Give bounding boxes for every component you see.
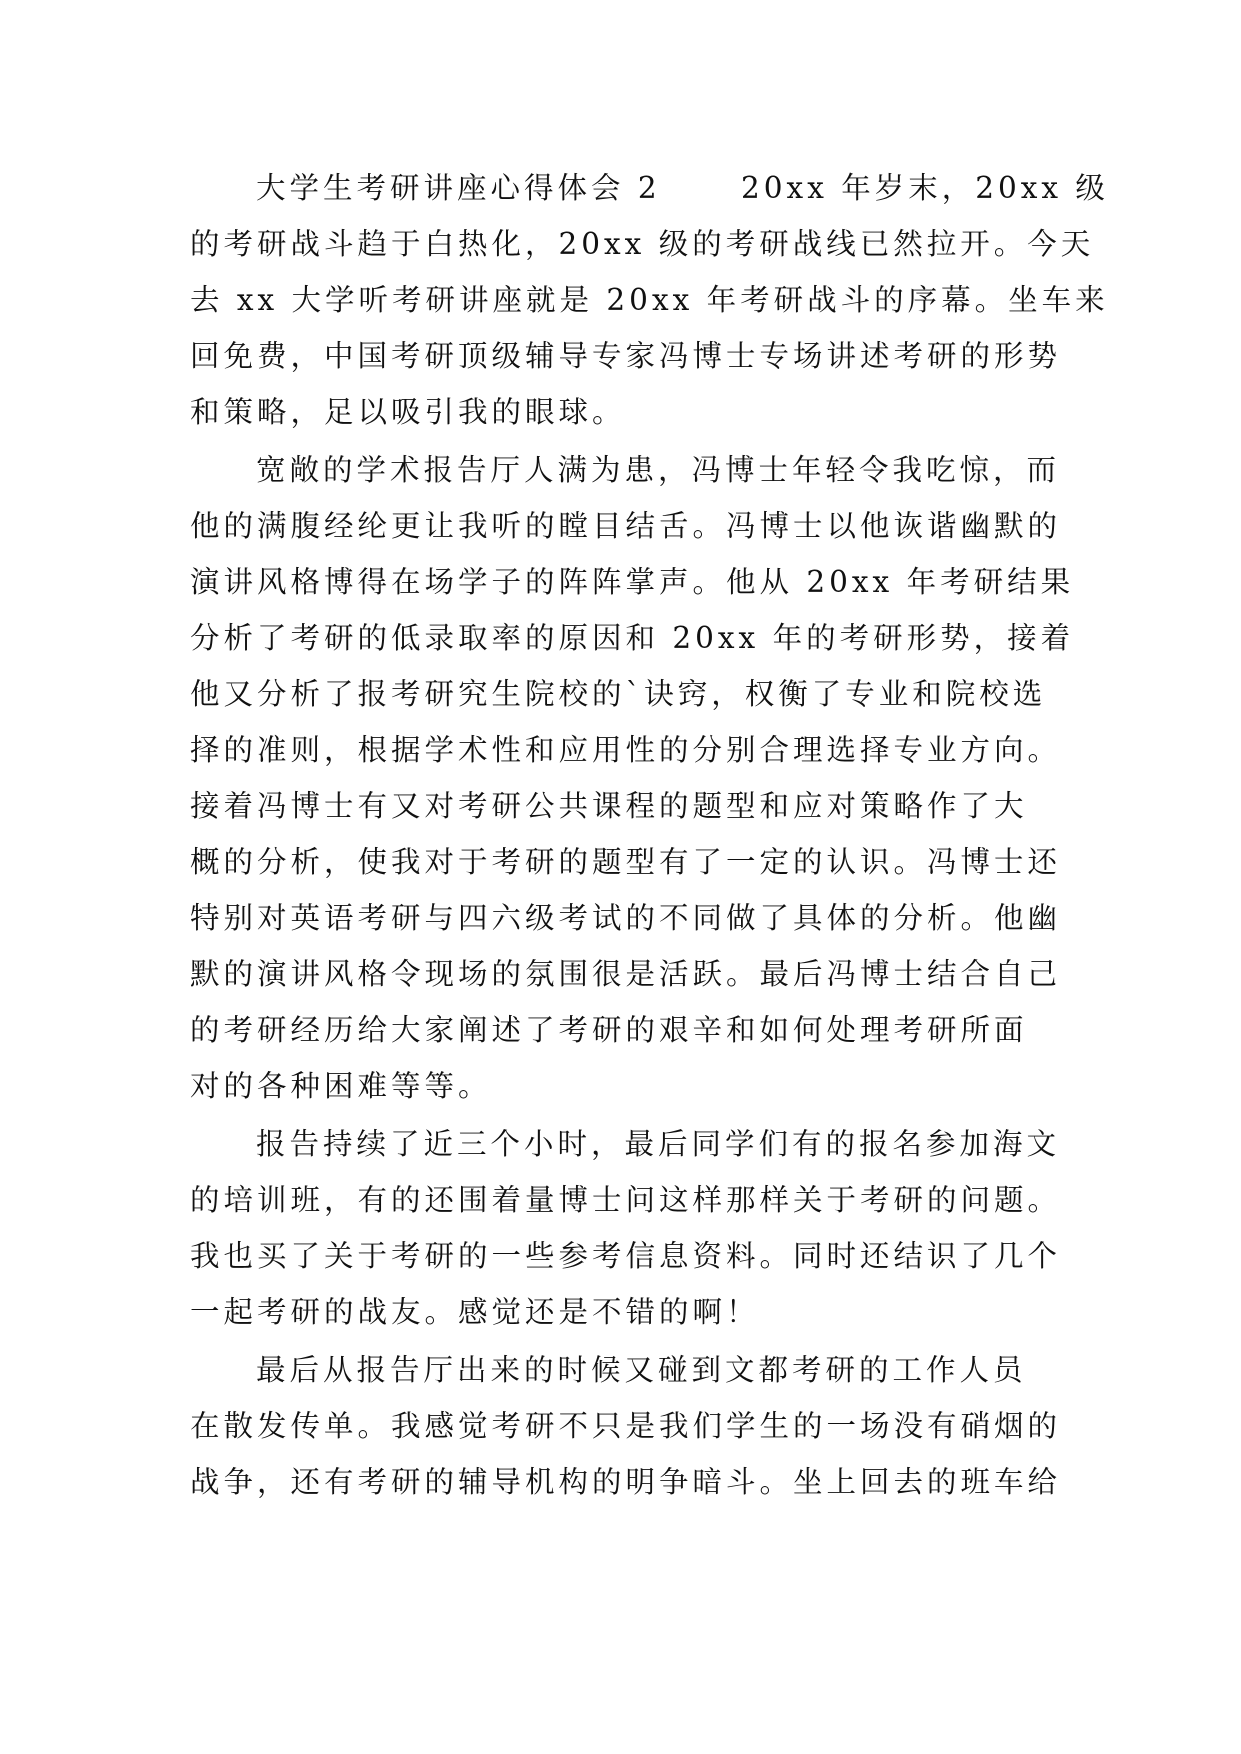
paragraph-line: 最后从报告厅出来的时候又碰到文都考研的工作人员 [256, 1353, 1027, 1387]
paragraph-line: 的培训班，有的还围着量博士问这样那样关于考研的问题。 [190, 1183, 1062, 1217]
paragraph-2 [190, 442, 1075, 1114]
paragraph-line: 和策略，足以吸引我的眼球。 [190, 395, 626, 429]
paragraph-line: 的考研经历给大家阐述了考研的艰辛和如何处理考研所面 [190, 1013, 1028, 1047]
paragraph-line: 择的准则，根据学术性和应用性的分别合理选择专业方向。 [190, 733, 1062, 767]
paragraph-line: 他又分析了报考研究生院校的`诀窍，权衡了专业和院校选 [190, 677, 1047, 711]
paragraph-3 [190, 1116, 1060, 1340]
paragraph-line: 分析了考研的低录取率的原因和 20xx 年的考研形势，接着 [190, 621, 1075, 655]
document-body [190, 160, 1109, 1510]
paragraph-line: 特别对英语考研与四六级考试的不同做了具体的分析。他幽 [190, 901, 1062, 935]
paragraph-line: 接着冯博士有又对考研公共课程的题型和应对策略作了大 [190, 789, 1028, 823]
paragraph-4 [190, 1342, 1060, 1510]
paragraph-line: 大学生考研讲座心得体会 2 20xx 年岁末，20xx 级 [256, 171, 1109, 205]
paragraph-line: 的考研战斗趋于白热化，20xx 级的考研战线已然拉开。今天 [190, 227, 1095, 261]
paragraph-line: 演讲风格博得在场学子的阵阵掌声。他从 20xx 年考研结果 [190, 565, 1075, 599]
paragraph-line: 我也买了关于考研的一些参考信息资料。同时还结识了几个 [190, 1239, 1062, 1273]
paragraph-line: 默的演讲风格令现场的氛围很是活跃。最后冯博士结合自己 [190, 957, 1062, 991]
paragraph-line: 回免费，中国考研顶级辅导专家冯博士专场讲述考研的形势 [190, 339, 1062, 373]
paragraph-line: 一起考研的战友。感觉还是不错的啊！ [190, 1295, 760, 1329]
paragraph-line: 战争，还有考研的辅导机构的明争暗斗。坐上回去的班车给 [190, 1465, 1062, 1499]
paragraph-line: 在散发传单。我感觉考研不只是我们学生的一场没有硝烟的 [190, 1409, 1062, 1443]
paragraph-line: 对的各种困难等等。 [190, 1069, 492, 1103]
paragraph-line: 去 xx 大学听考研讲座就是 20xx 年考研战斗的序幕。坐车来 [190, 283, 1109, 317]
paragraph-line: 他的满腹经纶更让我听的瞠目结舌。冯博士以他诙谐幽默的 [190, 509, 1062, 543]
paragraph-line: 概的分析，使我对于考研的题型有了一定的认识。冯博士还 [190, 845, 1062, 879]
paragraph-1 [190, 160, 1109, 440]
paragraph-line: 报告持续了近三个小时，最后同学们有的报名参加海文 [256, 1127, 1061, 1161]
paragraph-line: 宽敞的学术报告厅人满为患，冯博士年轻令我吃惊，而 [256, 453, 1061, 487]
